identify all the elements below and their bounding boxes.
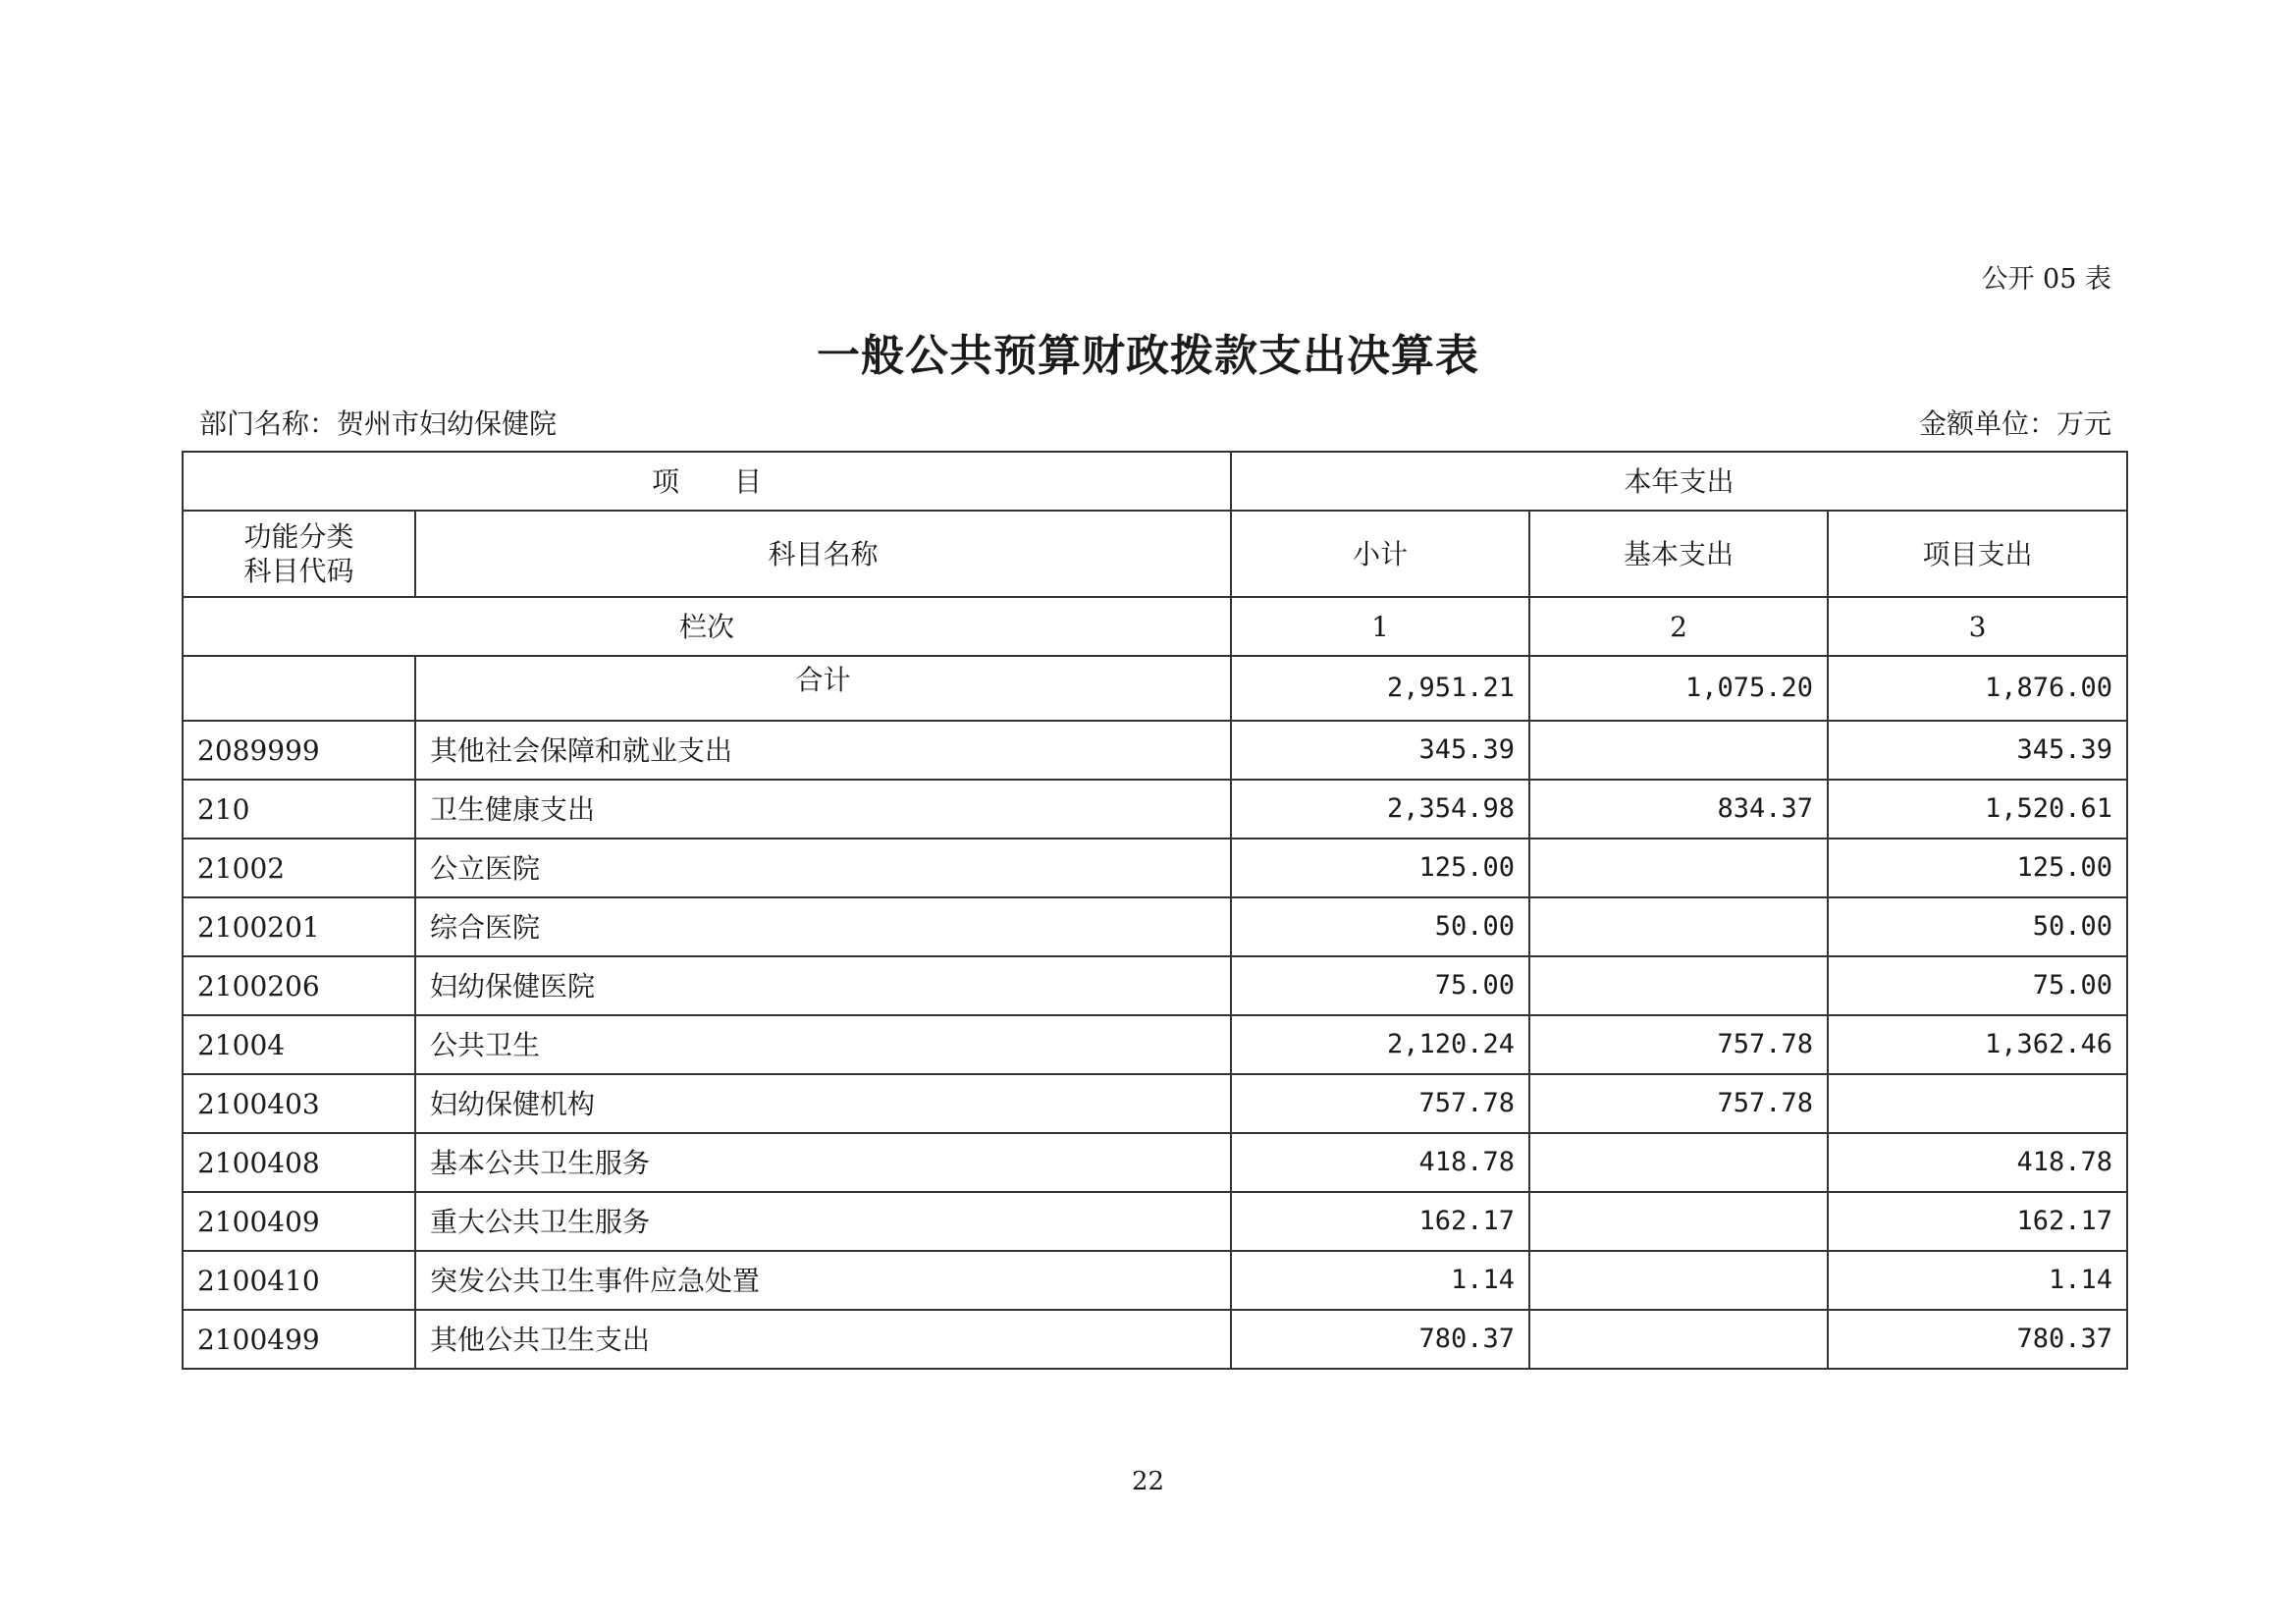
row-project: 345.39 bbox=[1828, 721, 2127, 780]
header-col2: 2 bbox=[1529, 597, 1828, 656]
row-basic: 757.78 bbox=[1529, 1074, 1828, 1133]
table-row bbox=[183, 1192, 2127, 1251]
row-basic bbox=[1529, 839, 1828, 897]
total-project: 1,876.00 bbox=[1828, 656, 2127, 721]
page-title: 一般公共预算财政拨款支出决算表 bbox=[817, 331, 1479, 381]
row-project: 1.14 bbox=[1828, 1251, 2127, 1310]
row-basic: 757.78 bbox=[1529, 1015, 1828, 1074]
row-code: 2100499 bbox=[183, 1310, 415, 1369]
total-subtotal: 2,951.21 bbox=[1231, 656, 1529, 721]
row-subtotal: 757.78 bbox=[1231, 1074, 1529, 1133]
header-code-col-line2: 科目代码 bbox=[243, 555, 354, 587]
row-basic bbox=[1529, 1251, 1828, 1310]
row-subtotal: 780.37 bbox=[1231, 1310, 1529, 1369]
row-subtotal: 2,120.24 bbox=[1231, 1015, 1529, 1074]
row-code: 2089999 bbox=[183, 721, 415, 780]
row-project: 1,520.61 bbox=[1828, 780, 2127, 839]
row-basic bbox=[1529, 721, 1828, 780]
row-basic bbox=[1529, 956, 1828, 1015]
row-project: 418.78 bbox=[1828, 1133, 2127, 1192]
row-name: 重大公共卫生服务 bbox=[415, 1192, 1231, 1251]
row-project: 1,362.46 bbox=[1828, 1015, 2127, 1074]
row-project: 162.17 bbox=[1828, 1192, 2127, 1251]
table-row bbox=[183, 1133, 2127, 1192]
form-code: 公开 05 表 bbox=[1981, 264, 2111, 295]
header-col3: 3 bbox=[1828, 597, 2127, 656]
header-code-col-line1: 功能分类 bbox=[243, 520, 354, 553]
unit-label: 金额单位：万元 bbox=[1918, 407, 2111, 440]
expenditure-table bbox=[182, 451, 2128, 1370]
header-row-2 bbox=[183, 511, 2127, 597]
row-subtotal: 418.78 bbox=[1231, 1133, 1529, 1192]
total-code bbox=[183, 656, 415, 721]
table-row bbox=[183, 1310, 2127, 1369]
row-name: 卫生健康支出 bbox=[415, 780, 1231, 839]
table-row bbox=[183, 1015, 2127, 1074]
header-project-exp: 项目支出 bbox=[1828, 511, 2127, 597]
row-subtotal: 75.00 bbox=[1231, 956, 1529, 1015]
table-row bbox=[183, 721, 2127, 780]
header-column-order: 栏次 bbox=[183, 597, 1231, 656]
total-label: 合计 bbox=[415, 656, 1231, 721]
row-subtotal: 162.17 bbox=[1231, 1192, 1529, 1251]
header-basic: 基本支出 bbox=[1529, 511, 1828, 597]
table-row bbox=[183, 956, 2127, 1015]
header-code-col bbox=[183, 511, 415, 597]
row-code: 21004 bbox=[183, 1015, 415, 1074]
row-subtotal: 1.14 bbox=[1231, 1251, 1529, 1310]
row-subtotal: 2,354.98 bbox=[1231, 780, 1529, 839]
row-project: 50.00 bbox=[1828, 897, 2127, 956]
table-row bbox=[183, 780, 2127, 839]
page-number: 22 bbox=[1131, 1467, 1165, 1496]
row-subtotal: 345.39 bbox=[1231, 721, 1529, 780]
header-project: 项 目 bbox=[183, 452, 1231, 511]
total-basic: 1,075.20 bbox=[1529, 656, 1828, 721]
row-subtotal: 125.00 bbox=[1231, 839, 1529, 897]
header-subtotal: 小计 bbox=[1231, 511, 1529, 597]
row-code: 2100410 bbox=[183, 1251, 415, 1310]
row-name: 妇幼保健机构 bbox=[415, 1074, 1231, 1133]
row-basic: 834.37 bbox=[1529, 780, 1828, 839]
row-code: 2100403 bbox=[183, 1074, 415, 1133]
row-basic bbox=[1529, 1133, 1828, 1192]
table-row bbox=[183, 1074, 2127, 1133]
row-name: 其他公共卫生支出 bbox=[415, 1310, 1231, 1369]
row-basic bbox=[1529, 1310, 1828, 1369]
row-basic bbox=[1529, 897, 1828, 956]
row-name: 妇幼保健医院 bbox=[415, 956, 1231, 1015]
header-name-col: 科目名称 bbox=[415, 511, 1231, 597]
header-row-1 bbox=[183, 452, 2127, 511]
row-name: 基本公共卫生服务 bbox=[415, 1133, 1231, 1192]
row-code: 2100206 bbox=[183, 956, 415, 1015]
row-code: 2100201 bbox=[183, 897, 415, 956]
table-row bbox=[183, 1251, 2127, 1310]
total-row bbox=[183, 656, 2127, 721]
row-basic bbox=[1529, 1192, 1828, 1251]
row-project: 75.00 bbox=[1828, 956, 2127, 1015]
row-project: 125.00 bbox=[1828, 839, 2127, 897]
row-name: 公立医院 bbox=[415, 839, 1231, 897]
row-subtotal: 50.00 bbox=[1231, 897, 1529, 956]
header-col1: 1 bbox=[1231, 597, 1529, 656]
row-project bbox=[1828, 1074, 2127, 1133]
department-label: 部门名称：贺州市妇幼保健院 bbox=[199, 407, 558, 440]
table-row bbox=[183, 897, 2127, 956]
row-code: 2100408 bbox=[183, 1133, 415, 1192]
row-name: 其他社会保障和就业支出 bbox=[415, 721, 1231, 780]
header-row-3 bbox=[183, 597, 2127, 656]
row-name: 公共卫生 bbox=[415, 1015, 1231, 1074]
row-code: 2100409 bbox=[183, 1192, 415, 1251]
row-name: 突发公共卫生事件应急处置 bbox=[415, 1251, 1231, 1310]
row-project: 780.37 bbox=[1828, 1310, 2127, 1369]
row-code: 21002 bbox=[183, 839, 415, 897]
table-row bbox=[183, 839, 2127, 897]
row-code: 210 bbox=[183, 780, 415, 839]
row-name: 综合医院 bbox=[415, 897, 1231, 956]
header-current-year: 本年支出 bbox=[1231, 452, 2127, 511]
